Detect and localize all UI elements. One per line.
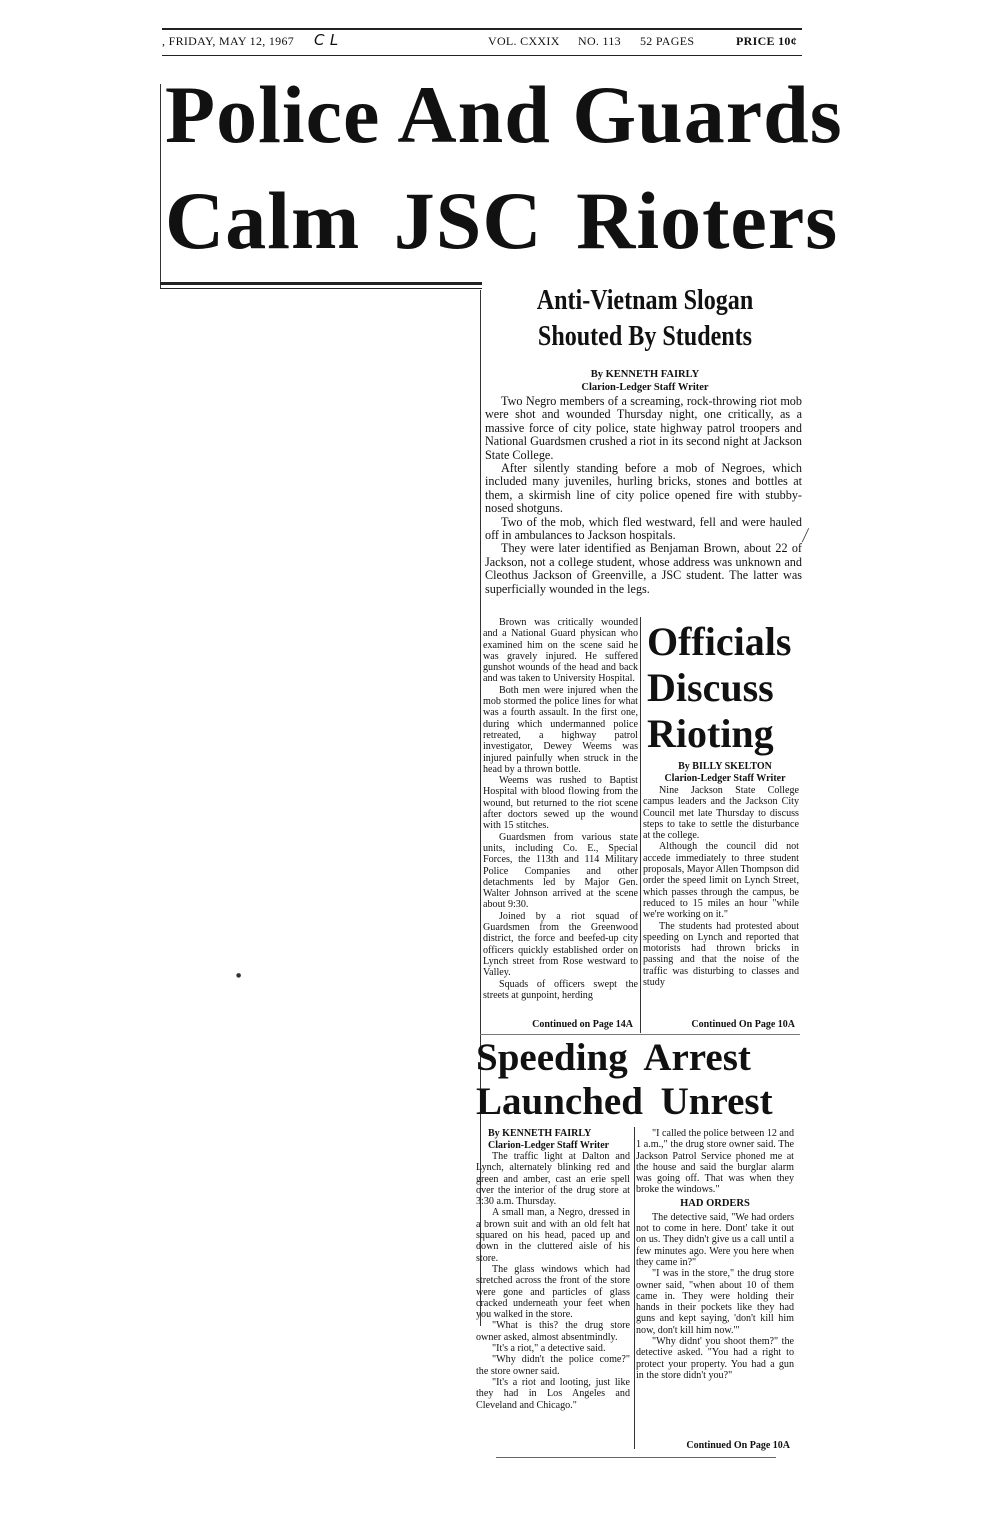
speeding-paragraph: The traffic light at Dalton and Lynch, alternately blinking red and green and amber, cast an erie spell over the interior of the drug store at 3:30 a.m. Thursday.	[476, 1151, 630, 1208]
lead-subhead-2: Shouted By Students	[537, 321, 753, 352]
speeding-paragraph: "What is this? the drug store owner asked, almost absentmindly.	[476, 1320, 630, 1343]
handwritten-mark: C L	[314, 31, 339, 49]
speeding-byline: By KENNETH FAIRLY	[488, 1128, 592, 1139]
speeding-head-1: Speeding Arrest	[476, 1036, 751, 1079]
masthead-volume: VOL. CXXIX	[488, 34, 560, 48]
pen-mark-icon: ⟋	[797, 524, 814, 547]
officials-paragraph: Although the council did not accede immediately to three student proposals, Mayor Allen Thompson did order the speed limit on Lynch Street, which passes through the campus, be reduced to 15 miles an hour "while we're working on it."	[643, 841, 799, 921]
lead-column-paragraph: Both men were injured when the mob stormed the police lines for what was a fourth assault. In the first one, during which undermanned police retreated, a highway patrol investigator, Dewey Weems was injured painfully when struck in the head by a thrown bottle.	[483, 684, 638, 775]
speeding-paragraph: A small man, a Negro, dressed in a brown suit and with an old felt hat squared on his head, paced up and down in the cluttered aisle of his store.	[476, 1207, 630, 1264]
officials-body	[643, 785, 799, 1018]
speeding-paragraph: The detective said, "We had orders not to come in here. Dont' take it out on us. They didn't give us a call until a few minutes ago. Were you here when they came in?"	[636, 1211, 794, 1268]
column-divider	[640, 617, 641, 1033]
lead-column-paragraph: Brown was critically wounded and a National Guard physican who examined him on the scene said he was gravely injured. He suffered gunshot wounds of the head and back and was taken to University Hospital.	[483, 617, 638, 685]
lead-byline-title: Clarion-Ledger Staff Writer	[581, 382, 709, 393]
officials-paragraph: Nine Jackson State College campus leaders and the Jackson City Council met late Thursday to discuss steps to take to settle the disturbance at the college.	[643, 785, 799, 842]
officials-byline: By BILLY SKELTON	[678, 761, 772, 772]
officials-head-3: Rioting	[647, 711, 774, 756]
lead-paragraph: They were later identified as Benjaman Brown, about 22 of Jackson, not a college student, whose address was unknown and Cleothus Jackson of Greenville, a JSC student. The latter was superficially wounded in the legs.	[485, 541, 802, 596]
lead-column-paragraph: Weems was rushed to Baptist Hospital with blood flowing from the wound, but returned to the riot scene after doctors sewed up the wound with 15 stitches.	[483, 775, 638, 832]
speeding-paragraph: "It's a riot and looting, just like they had in Los Angeles and Cleveland and Chicago."	[476, 1376, 630, 1411]
speeding-paragraph: "Why didnt' you shoot them?" the detective asked. "You had a right to protect your property. You had a gun in the store didn't you?"	[636, 1336, 794, 1381]
bottom-rule	[496, 1457, 776, 1458]
masthead-top-rule	[162, 28, 802, 30]
officials-continued: Continued On Page 10A	[691, 1019, 795, 1030]
lead-column	[483, 617, 638, 1017]
lead-paragraph: Two of the mob, which fled westward, fell and were hauled off in ambulances to Jackson hospitals.	[485, 514, 802, 543]
lead-column-paragraph: Joined by a riot squad of Guardsmen from the Greenwood district, the force and beefed-up city officers quickly established order on Lynch street from Rose westward to Valley.	[483, 910, 638, 979]
lead-paragraph: Two Negro members of a screaming, rock-throwing riot mob were shot and wounded Thursday night, one critically, as a massive force of city police, state highway patrol troopers and National Guardsmen crushed a riot in its second night at Jackson State College.	[485, 394, 802, 462]
lead-column-paragraph: Squads of officers swept the streets at gunpoint, herding	[483, 978, 638, 1001]
headline-side-rule	[160, 84, 161, 288]
main-headline-line2: Calm JSC Rioters	[165, 175, 839, 266]
lead-byline: By KENNETH FAIRLY	[590, 369, 700, 380]
masthead-bottom-rule	[162, 55, 802, 56]
headline-rule	[160, 282, 482, 285]
officials-head-1: Officials	[647, 619, 792, 664]
masthead-price: PRICE 10¢	[736, 34, 798, 48]
speeding-continued: Continued On Page 10A	[686, 1440, 790, 1451]
story-separator	[480, 1034, 800, 1035]
masthead-number: NO. 113	[578, 34, 621, 48]
speeding-column-divider	[634, 1127, 635, 1449]
masthead-pages: 52 PAGES	[640, 34, 695, 48]
speeding-paragraph: "Why didn't the police come?" the store owner said.	[476, 1354, 630, 1377]
speeding-left-column	[476, 1151, 630, 1449]
headline-rule-thin	[160, 288, 482, 289]
speeding-paragraph: The glass windows which had stretched across the front of the store were gone and particles of glass cracked underneath your feet when you walked in the store.	[476, 1263, 630, 1321]
speeding-head-2: Launched Unrest	[476, 1080, 773, 1123]
masthead	[162, 31, 802, 54]
speeding-paragraph: "It's a riot," a detective said.	[492, 1343, 606, 1355]
speeding-paragraph: "I was in the store," the drug store owner said, "when about 10 of them came in. They were holding their hands in their pockets like they had guns and kept saying, 'don't kill him now, don't kill him now.'"	[636, 1268, 794, 1336]
speeding-subhead: HAD ORDERS	[680, 1197, 750, 1209]
masthead-date: , FRIDAY, MAY 12, 1967	[162, 34, 295, 48]
stray-dot-icon: ●	[236, 972, 242, 979]
lead-column-paragraph: Guardsmen from various state units, including Co. E., Special Forces, the 113th and 114 Military Police Companies and other detachments led by Major Gen. Walter Johnson arrived at the scene about 9:30.	[483, 831, 638, 911]
lead-subhead-1: Anti-Vietnam Slogan	[536, 285, 754, 316]
lead-continued: Continued on Page 14A	[532, 1019, 633, 1030]
officials-head-2: Discuss	[647, 665, 774, 710]
speeding-byline-title: Clarion-Ledger Staff Writer	[488, 1140, 610, 1151]
speeding-paragraph: "I called the police between 12 and 1 a.m.," the drug store owner said. The Jackson Patrol Service phoned me at the house and said the burglar alarm was going off. That was when they broke the windows."	[636, 1128, 794, 1196]
lead-body	[485, 395, 802, 596]
lead-paragraph: After silently standing before a mob of Negroes, which included many juveniles, hurling bricks, stones and bottles at them, a skirmish line of city police opened fire with stubby-nosed shotguns.	[485, 461, 802, 516]
speeding-right-column	[636, 1128, 794, 1438]
officials-paragraph: The students had protested about speeding on Lynch and reported that motorists had thrown bricks in passing and that the noise of the traffic was disturbing to classes and study	[643, 920, 799, 989]
main-headline-line1: Police And Guards	[165, 69, 843, 160]
officials-byline-title: Clarion-Ledger Staff Writer	[664, 773, 786, 784]
